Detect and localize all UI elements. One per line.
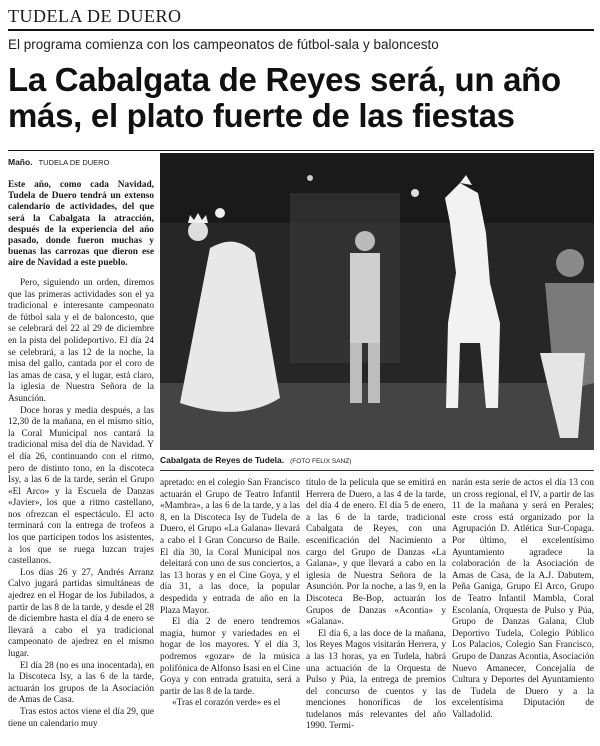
headline: La Cabalgata de Reyes será, un año más, el plato fuerte de las fiestas xyxy=(8,61,561,134)
paragraph: Los días 26 y 27, Andrés Arranz Calvo jugará partidas simultáneas de ajedrez en el Hogar de los Jubilados, a partir de las 8 de la tarde, y desde el 28 de diciembre hasta el día 4 de enero se llevará a cabo el ya tradicional campeonato de ajedrez en el mismo lugar. xyxy=(8,567,154,659)
byline-author: Maño. xyxy=(8,157,33,167)
article-column-1 xyxy=(8,278,154,738)
article-column-2 xyxy=(160,478,300,740)
lead-paragraph: Este año, como cada Navidad, Tudela de Duero tendrá un extenso calendario de actividades, del que será la Cabalgata la atracción, después de la experiencia del año pasado, donde fueron muchas y buenas las carrozas que dieron ese aire de Navidad a este pueblo. xyxy=(8,180,154,269)
kicker: El programa comienza con los campeonatos de fútbol-sala y baloncesto xyxy=(8,37,439,52)
photo-caption xyxy=(160,455,594,465)
paragraph: «Tras el corazón verde» es el xyxy=(172,698,281,709)
section-rule xyxy=(8,29,594,31)
byline xyxy=(8,157,109,167)
paragraph: El día 28 (no es una inocentada), en la Discoteca Isy, a las 6 de la tarde, actuarán los grupos de la Asociación de Amas de Casa. xyxy=(8,660,154,706)
paragraph: El día 6, a las doce de la mañana, los Reyes Magos visitarán Herrera, y a las 13 horas, ya en Tudela, habrá una actuación de la Orquesta de Pulso y Púa, la entrega de premios del concurso de cuentos y las menciones honoríficas de los tudelanos más relevantes del año 1990. Termi- xyxy=(306,628,446,732)
paragraph: El día 2 de enero tendremos magia, humor y variedades en el hogar de los mayores. Y el día 3, podremos «gozar» de la música polifónica de Alfonso Isasi en el Cine Goya y con entrada gratuita, será a partir de las 8 de la tarde. xyxy=(160,617,300,697)
section-title: TUDELA DE DUERO xyxy=(8,6,182,26)
parade-photo-image xyxy=(160,153,594,450)
paragraph: título de la película que se emitirá en Herrera de Duero, a las 4 de la tarde, del día 4 de enero. El día 5 de enero, a las 6 de la tarde, tradicional Cabalgata de Reyes, con una escenificación del Nacimiento a cargo del Grupo de Danzas «La Galana», y que llevará a cabo en la iglesia de Nuestra Señora de la Asunción. Por la noche, a las 9, en la Discoteca Be-Bop, actuarán los Grupos de Danzas «Acontia» y «Galana». xyxy=(306,478,446,628)
paragraph: Tras estos actos viene el día 29, que tiene un calendario muy xyxy=(8,706,154,729)
parade-photo xyxy=(160,153,594,450)
photo-credit: (FOTO FELIX SANZ) xyxy=(290,458,352,465)
caption-rule xyxy=(160,470,594,471)
paragraph: apretado: en el colegio San Francisco actuarán el Grupo de Teatro Infantil «Mambra», a las 6 de la tarde, y a las 8, en la Discoteca Isy de Tudela de Duero, el Grupo «La Galana» llevará a cabo el I Gran Concurso de Baile. El día 30, la Coral Municipal nos deleitará con uno de sus conciertos, a las 13 horas y en el Cine Goya, y el día 31, a las doce, la popular despedida y entrada de año en la Plaza Mayor. xyxy=(160,478,300,616)
paragraph: narán esta serie de actos el día 13 con un cross regional, el IV, a partir de las 11 de la mañana y será en Perales; este cross está organizado por la Agrupación D. Atlética Sur-Copaga. Por último, el excelentísimo Ayuntamiento agradece la colaboración de la Asociación de Amas de Casa, de la A.J. Dabutem, Peña Ganiga, Grupo El Arco, Grupo de Teatro Infantil Mambla, Coral Escolanía, Orquesta de Pulso y Púa, Grupo de Danzas Galana, Club Deportivo Tudela, Colegio Público Los Palacios, Colegio San Francisco, Grupo de Danzas Acontia, Asociación Nuevo Amanecer, Concejalía de Cultura y Deportes del Ayuntamiento de Tudela de Duero y a la excelentísima Diputación de Valladolid. xyxy=(452,478,594,720)
headline-rule xyxy=(8,150,594,151)
article-column-4 xyxy=(452,478,594,740)
paragraph: Pero, siguiendo un orden, diremos que las primeras actividades son el ya tradicional e interesante campeonato de fútbol sala y el de baloncesto, que se celebrará del 22 al 29 de diciembre en la pista del polideportivo. El día 24 se celebrará, a las 12 de la noche, la misa del gallo, cantada por el coro de las amas de casa, y el lugar, está claro, la iglesia de Nuestra Señora de la Asunción. xyxy=(8,278,154,404)
article-column-3 xyxy=(306,478,446,740)
paragraph: Doce horas y media después, a las 12,30 de la mañana, en el mismo sitio, la Coral Municipal nos cantará la tradicional misa del día de Navidad. Y el día 26, continuando con el ritmo, pero de distinto tono, en la discoteca Isy, a las 6 de la tarde, serán el Grupo «El Arco» y la Escuela de Danzas «Javier», los que a ritmo castellano, nos ofrezcan el espectáculo. El acto terminará con la entrega de trofeos a los que participen todos los asistentes, a los que se ruega luzcan trajes castellanos. xyxy=(8,405,154,567)
byline-location: TUDELA DE DUERO xyxy=(38,158,110,167)
photo-caption-text: Cabalgata de Reyes de Tudela. xyxy=(160,455,285,465)
